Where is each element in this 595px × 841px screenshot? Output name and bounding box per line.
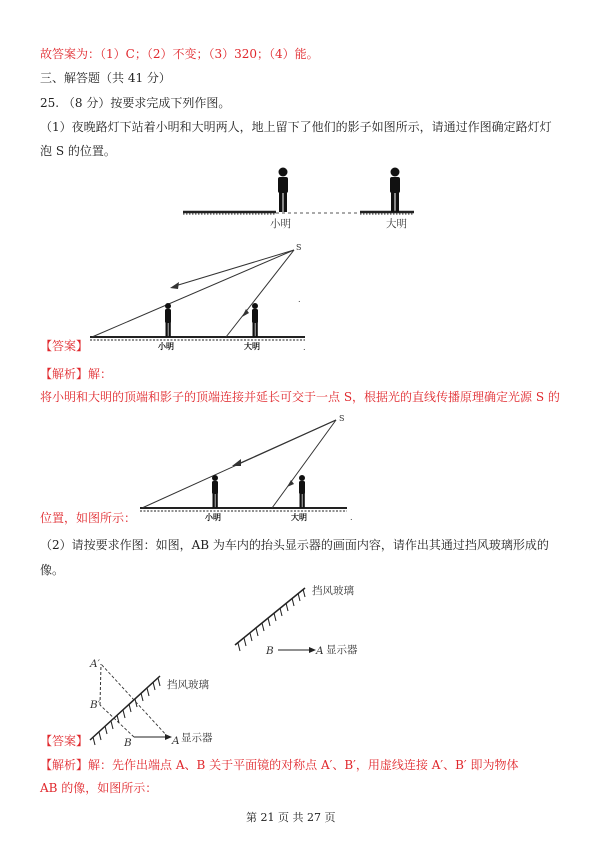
label-point-b: B (266, 645, 274, 657)
label-xiaoming-answer: 小明 (158, 342, 174, 351)
label-source-s: S (296, 243, 302, 252)
svg-text:.: . (350, 513, 353, 522)
label-daming-analysis: 大明 (291, 513, 307, 522)
label-point-b-image: B′ (90, 699, 101, 711)
previous-answer-line: 故答案为：（1）C；（2）不变；（3）320；（4）能。 (40, 47, 319, 61)
label-windshield-answer: 挡风玻璃 (167, 679, 209, 691)
person-icon (278, 168, 288, 213)
label-windshield: 挡风玻璃 (312, 585, 354, 597)
person-icon (390, 168, 400, 213)
figure-street-lamp-analysis (140, 414, 353, 522)
figure-street-lamp-answer (90, 243, 306, 352)
question-25-title: 25. （8 分）按要求完成下列作图。 (40, 96, 231, 110)
label-daming-answer: 大明 (244, 342, 260, 351)
analysis-1-end: 位置，如图所示： (40, 511, 137, 525)
label-point-a-image: A′ (90, 658, 100, 670)
label-source-s-analysis: S (339, 414, 345, 423)
label-xiaoming: 小明 (270, 218, 291, 230)
label-display: 显示器 (326, 644, 358, 656)
question-25-part1-line2: 泡 S 的位置。 (40, 144, 116, 158)
analysis-2-end: AB 的像，如图所示： (40, 781, 158, 795)
label-point-a-answer: A (172, 735, 180, 747)
dot-mark: . (298, 295, 301, 304)
page-footer: 第 21 页 共 27 页 (246, 811, 336, 824)
analysis-1-text: 将小明和大明的顶端和影子的顶端连接并延长可交于一点 S，根据光的直线传播原理确定光源 S 的 (40, 390, 560, 404)
analysis-tag-2: 【解析】 (40, 758, 89, 772)
question-25-part2-line2: 像。 (40, 563, 65, 577)
answer-tag-2: 【答案】 (40, 734, 89, 748)
figure-windshield-question (235, 584, 358, 657)
section-heading: 三、解答题（共 41 分） (40, 71, 171, 85)
answer-tag-1: 【答案】 (40, 339, 89, 353)
label-display-answer: 显示器 (181, 732, 213, 744)
analysis-2-line1 (40, 757, 518, 773)
figure-windshield-answer (89, 658, 213, 749)
question-25-part1-line1: （1）夜晚路灯下站着小明和大明两人，地上留下了他们的影子如图所示，请通过作图确定路灯灯 (40, 120, 552, 134)
analysis-tag-1: 【解析】解： (40, 367, 113, 381)
label-point-b-answer: B (124, 737, 132, 749)
svg-text:.: . (303, 343, 306, 352)
question-25-part2-line1: （2）请按要求作图：如图，AB 为车内的抬头显示器的画面内容，请作出其通过挡风玻璃形成的 (40, 538, 549, 552)
analysis-2-text: 解：先作出端点 A、B 关于平面镜的对称点 A′、B′，用虚线连接 A′、B′ 即为物体 (88, 758, 519, 772)
label-point-a: A (316, 645, 324, 657)
label-daming: 大明 (386, 218, 407, 230)
label-xiaoming-analysis: 小明 (205, 513, 221, 522)
